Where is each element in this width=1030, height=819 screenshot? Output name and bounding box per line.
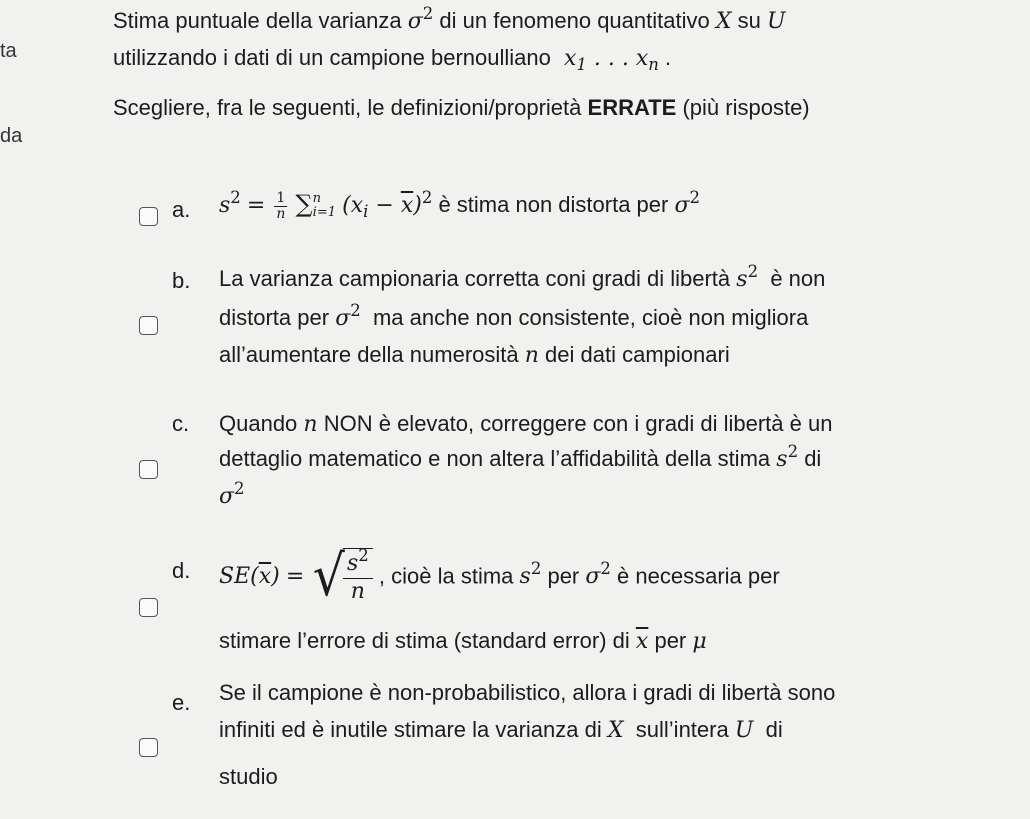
edge-text-top: ta: [0, 40, 17, 62]
option-e-letter: e.: [172, 690, 191, 715]
option-c-checkbox[interactable]: [139, 460, 158, 479]
option-a-checkbox[interactable]: [139, 207, 158, 226]
question-line-1: Stima puntuale della varianza $\sigma^2$ di un fenomeno quantitativo X su U: [113, 3, 786, 34]
option-c-line-1: Quando n NON è elevato, correggere con i gradi di libertà è un: [219, 411, 833, 437]
option-d-line-1: $SE(\overline{x})$ = √ $\frac{s^2}{n}$ , cioè la stima $s^2$ per $\sigma^2$ è necessaria per: [219, 543, 780, 609]
option-e-checkbox[interactable]: [139, 738, 158, 757]
edge-text-mid: da: [0, 125, 23, 147]
option-c-letter: c.: [172, 411, 190, 436]
option-d-checkbox[interactable]: [139, 598, 158, 617]
option-b-letter: b.: [172, 268, 191, 293]
option-b-checkbox[interactable]: [139, 316, 158, 335]
option-b-line-2: distorta per $\sigma^2$ ma anche non consistente, cioè non migliora: [219, 300, 809, 331]
option-e-line-2: infiniti ed è inutile stimare la varianza di X sull’intera U di: [219, 717, 783, 743]
errate-emphasis: ERRATE: [587, 95, 677, 120]
fraction-one-over-n: $\frac{1}{n}$: [276, 189, 286, 222]
question-line-2: utilizzando i dati di un campione bernoulliano $x_1$ . . . $x_n$ .: [113, 45, 672, 74]
option-b-line-1: La varianza campionaria corretta coni gradi di libertà $s^2$ è non: [219, 261, 826, 292]
option-c-line-2: dettaglio matematico e non altera l’affidabilità della stima $s^2$ di: [219, 441, 822, 472]
question-instruction: Scegliere, fra le seguenti, le definizioni/proprietà ERRATE (più risposte): [113, 95, 810, 120]
option-a-letter: a.: [172, 197, 191, 222]
option-b-line-3: all’aumentare della numerosità n dei dati campionari: [219, 342, 730, 368]
option-a-text: $s^2$ = $\frac{1}{n}$ ∑ n i=1 $(x_i - \overline{x})^2$ è stima non distorta per $\sigma^2$: [219, 187, 701, 222]
option-e-line-3: studio: [219, 764, 278, 789]
sqrt-s2-over-n: √ $\frac{s^2}{n}$: [311, 548, 372, 605]
option-d-letter: d.: [172, 558, 191, 583]
option-d-line-2: stimare l’errore di stima (standard error) di $\overline{x}$ per μ: [219, 628, 707, 654]
option-c-line-3: $\sigma^2$: [219, 478, 245, 509]
option-e-line-1: Se il campione è non-probabilistico, allora i gradi di libertà sono: [219, 680, 836, 705]
